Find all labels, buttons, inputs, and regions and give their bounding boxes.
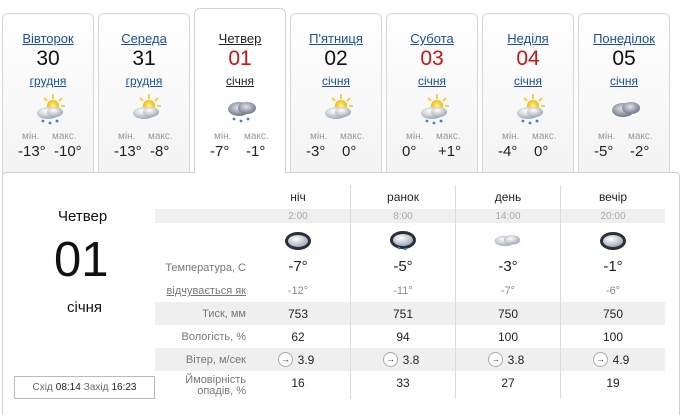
- morning-pressure: 751: [392, 307, 414, 321]
- sunset-label: Захід: [83, 382, 109, 393]
- sunrise-time: 08:14: [55, 382, 81, 393]
- max-temp: +1°: [438, 143, 462, 160]
- cloud-snow-icon: [225, 92, 259, 126]
- wind-direction-icon: →: [383, 352, 398, 367]
- tab-day-name[interactable]: Вівторок: [22, 31, 74, 46]
- day-tab-sunday[interactable]: [482, 13, 574, 174]
- sun-cloud-snow-icon: [33, 92, 67, 126]
- min-label: мін.: [502, 131, 520, 142]
- wind-direction-icon: →: [593, 352, 608, 367]
- min-temp: -13°: [114, 143, 142, 160]
- day-tab-thursday[interactable]: [194, 8, 286, 174]
- tab-date: 05: [612, 47, 636, 70]
- evening-temperature: -1°: [603, 258, 623, 275]
- day-pressure: 750: [497, 307, 519, 321]
- min-label: мін.: [22, 131, 40, 142]
- max-temp: -8°: [150, 143, 170, 160]
- tab-day-name[interactable]: Субота: [410, 31, 454, 46]
- min-temp: 0°: [402, 143, 417, 160]
- max-temp: 0°: [534, 143, 549, 160]
- day-tab-friday[interactable]: [290, 13, 382, 174]
- night-temperature: -7°: [288, 258, 308, 275]
- evening-humidity: 100: [602, 330, 624, 344]
- night-wind: 3.9: [297, 353, 315, 367]
- cloud-icon: [609, 92, 643, 126]
- tab-day-name[interactable]: Неділя: [507, 31, 549, 46]
- precipitation-probability-label: [185, 375, 246, 397]
- night-precipitation-probability: 16: [291, 376, 305, 390]
- day-humidity: 100: [497, 330, 519, 344]
- day-tab-saturday[interactable]: [386, 13, 478, 174]
- min-label: мін.: [406, 131, 424, 142]
- min-label: мін.: [214, 131, 232, 142]
- column-morning-title: ранок: [387, 190, 419, 204]
- day-temperature: -3°: [498, 258, 518, 275]
- sun-cloud-icon: [129, 92, 163, 126]
- tab-month: січня: [225, 74, 255, 88]
- day-precipitation-probability: 27: [501, 376, 515, 390]
- column-evening-time: 20:00: [600, 211, 626, 222]
- tab-date: 03: [420, 47, 444, 70]
- day-tab-monday[interactable]: [578, 13, 670, 174]
- min-label: мін.: [118, 131, 136, 142]
- max-temp: 0°: [342, 143, 357, 160]
- feels-like-label[interactable]: відчувається як: [166, 285, 246, 297]
- tab-date: 31: [132, 47, 156, 70]
- wind-direction-icon: →: [488, 352, 503, 367]
- morning-humidity: 94: [396, 330, 410, 344]
- wind-direction-icon: →: [278, 352, 293, 367]
- pressure-label: Тиск, мм: [202, 308, 246, 320]
- morning-temperature: -5°: [393, 258, 413, 275]
- wind-label: Вітер, м/сек: [185, 354, 246, 366]
- evening-pressure: 750: [602, 307, 624, 321]
- tab-month[interactable]: січня: [417, 74, 447, 88]
- column-evening-title: вечір: [598, 190, 628, 204]
- day-feels-like: -7°: [500, 285, 516, 297]
- sun-cloud-snow-icon: [513, 92, 547, 126]
- tab-month[interactable]: січня: [321, 74, 351, 88]
- tab-month[interactable]: грудня: [125, 74, 163, 88]
- tab-date: 02: [324, 47, 348, 70]
- day-wind: 3.8: [507, 353, 525, 367]
- column-morning-time: 8:00: [393, 211, 413, 222]
- column-night-title: ніч: [290, 190, 306, 204]
- night-humidity: 62: [291, 330, 305, 344]
- tab-date: 01: [228, 47, 252, 70]
- tab-date: 30: [36, 47, 60, 70]
- max-label: макс.: [340, 131, 365, 142]
- evening-wind: 4.9: [612, 353, 630, 367]
- cloud-night-icon: [281, 228, 315, 254]
- sun-cloud-icon: [321, 92, 355, 126]
- sun-cloud-snow-icon: [417, 92, 451, 126]
- max-temp: -2°: [630, 143, 650, 160]
- temperature-label: Температура, С: [165, 262, 246, 274]
- sunrise-label: Схід: [32, 382, 53, 393]
- light-cloud-icon: [491, 228, 525, 254]
- humidity-label: Вологість, %: [181, 331, 246, 343]
- tab-month[interactable]: грудня: [29, 74, 67, 88]
- tab-month[interactable]: січня: [513, 74, 543, 88]
- tab-month[interactable]: січня: [609, 74, 639, 88]
- day-tab-wednesday[interactable]: [98, 13, 190, 174]
- day-tabs: [0, 8, 684, 173]
- precipitation-label-line2: опадів, %: [197, 385, 246, 397]
- tab-day-name: Четвер: [218, 31, 262, 46]
- max-temp: -1°: [246, 143, 266, 160]
- sunset-time: 16:23: [111, 382, 137, 393]
- morning-precipitation-probability: 33: [396, 376, 410, 390]
- max-label: макс.: [52, 131, 77, 142]
- cloud-night-icon: [596, 228, 630, 254]
- min-label: мін.: [310, 131, 328, 142]
- max-temp: -10°: [54, 143, 82, 160]
- max-label: макс.: [148, 131, 173, 142]
- evening-precipitation-probability: 19: [606, 376, 620, 390]
- detail-month: січня: [67, 299, 103, 316]
- sunrise-sunset-box: [14, 376, 155, 399]
- min-temp: -7°: [210, 143, 230, 160]
- morning-wind: 3.8: [402, 353, 420, 367]
- max-label: макс.: [436, 131, 461, 142]
- tab-day-name[interactable]: П'ятниця: [309, 31, 363, 46]
- morning-feels-like: -11°: [393, 285, 413, 297]
- tab-date: 04: [516, 47, 540, 70]
- cloud-snow-night-icon: [386, 228, 420, 254]
- night-feels-like: -12°: [287, 285, 309, 297]
- detail-day-name: Четвер: [58, 208, 108, 225]
- tab-day-name[interactable]: Понеділок: [593, 31, 655, 46]
- column-night-time: 2:00: [288, 211, 308, 222]
- min-temp: -4°: [498, 143, 518, 160]
- tab-day-name[interactable]: Середа: [121, 31, 167, 46]
- night-pressure: 753: [287, 307, 309, 321]
- max-label: макс.: [244, 131, 269, 142]
- min-label: мін.: [598, 131, 616, 142]
- min-temp: -5°: [594, 143, 614, 160]
- column-day-time: 14:00: [495, 211, 521, 222]
- max-label: макс.: [532, 131, 557, 142]
- min-temp: -13°: [18, 143, 46, 160]
- evening-feels-like: -6°: [605, 285, 621, 297]
- precipitation-label-line1: Ймовірність: [185, 374, 246, 386]
- max-label: макс.: [628, 131, 653, 142]
- detail-day-number: 01: [54, 233, 109, 287]
- day-tab-tuesday[interactable]: [2, 13, 94, 174]
- column-day-title: день: [494, 190, 522, 204]
- min-temp: -3°: [306, 143, 326, 160]
